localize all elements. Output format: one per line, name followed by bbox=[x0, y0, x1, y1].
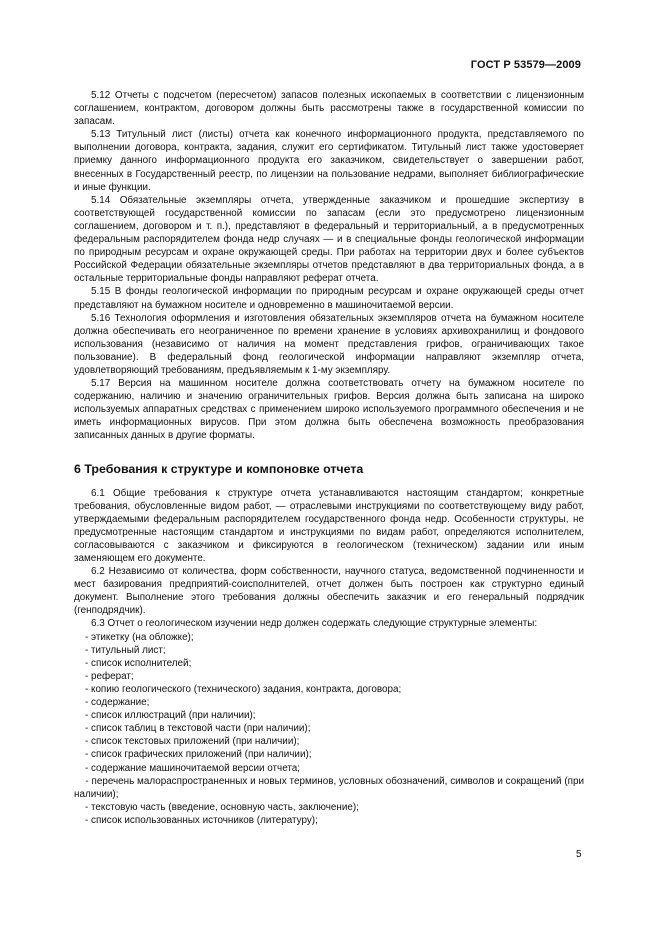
list-item-text: - список таблиц в текстовой части (при наличии); bbox=[74, 723, 311, 735]
list-item bbox=[74, 722, 584, 735]
section-heading: 6 Требования к структуре и компоновке отчета bbox=[74, 461, 364, 476]
list-item bbox=[74, 709, 584, 722]
paragraph-6-2: 6.2 Независимо от количества, форм собственности, научного статуса, ведомственной подчиненности и мест базирования предприятий-соисполнителей, отчет должен быть построен как структурно единый документ. Выполнение этого требования должны обеспечить заказчик и его генеральный подрядчик (генподрядчик). bbox=[74, 566, 584, 617]
list-item-text: - список иллюстраций (при наличии); bbox=[74, 710, 256, 722]
paragraph-5-16: 5.16 Технология оформления и изготовления обязательных экземпляров отчета на бумажном носителе должна обеспечивать его неограниченное по времени хранение в условиях архивохранилищ и фондового использования (независимо от наличия на момент представления грифов, ограничивающих такое пользование). В федеральный фонд геологической информации направляют экземпляр отчета, удовлетворяющий требованиям, предъявляемым к 1-му экземпляру. bbox=[74, 312, 584, 376]
list-item-text: - список использованных источников (литературу); bbox=[74, 814, 318, 826]
list-item-text: - содержание машиночитаемой версии отчета; bbox=[74, 762, 301, 774]
paragraph-5-14: 5.14 Обязательные экземпляры отчета, утвержденные заказчиком и прошедшие экспертизу в соответствующей государственной комиссии по запасам (если это предусмотрено лицензионным соглашением, договором и т. п.), представляют в федеральный и территориальный, а в предусмотренных федеральным распорядителем фонда недр случаях — и в специальные фонды геологической информации по природным ресурсам и охране окружающей среды. При работах на территории двух и более субъектов Российской Федерации обязательные экземпляры отчетов представляют в два территориальных фонда, а в остальные территориальные фонды направляют реферат отчета. bbox=[74, 194, 584, 285]
paragraph-6-3: 6.3 Отчет о геологическом изучении недр должен содержать следующие структурные элементы: bbox=[91, 618, 538, 630]
document-code: ГОСТ Р 53579—2009 bbox=[470, 59, 581, 71]
list-item-text: - перечень малораспространенных и новых терминов, условных обозначений, символов и сокращений (при наличии); bbox=[74, 775, 584, 800]
list-item bbox=[74, 657, 584, 670]
paragraph-5-12: 5.12 Отчеты с подсчетом (пересчетом) запасов полезных ископаемых в соответствии с лицензионным соглашением, контрактом, договором должны быть рассмотрены также в государственной комиссии по запасам. bbox=[74, 90, 584, 128]
list-item-text: - содержание; bbox=[74, 697, 150, 709]
list-item-text: - текстовую часть (введение, основную часть, заключение); bbox=[74, 801, 359, 813]
list-item-text: - список текстовых приложений (при наличии); bbox=[74, 736, 300, 748]
list-item-text: - реферат; bbox=[74, 670, 134, 682]
list-item bbox=[74, 644, 584, 657]
list-item-text: - копию геологического (технического) задания, контракта, договора; bbox=[74, 683, 402, 695]
list-item-text: - список графических приложений (при наличии); bbox=[74, 749, 312, 761]
paragraph-5-15: 5.15 В фонды геологической информации по природным ресурсам и охране окружающей среды отчет представляют на бумажном носителе и одновременно в машиночитаемой версии. bbox=[74, 286, 584, 311]
list-item bbox=[74, 748, 584, 761]
paragraph-6-1: 6.1 Общие требования к структуре отчета устанавливаются настоящим стандартом; конкретные требования, обусловленные видом работ, — отраслевыми инструкциями по соответствующему виду работ, утверждаемыми федеральным распорядителем государственного фонда недр. Особенности структуры, не предусмотренные настоящим стандартом и инструкциями по видам работ, определяются исполнителем, согласовываются с заказчиком и фиксируются в геологическом (техническом) задании или иным заменяющем его документе. bbox=[74, 487, 584, 564]
list-item bbox=[74, 801, 584, 814]
document-body bbox=[74, 89, 584, 827]
page-number: 5 bbox=[576, 849, 582, 860]
list-item bbox=[74, 670, 584, 683]
structure-elements-list bbox=[74, 631, 584, 827]
list-item-text: - титульный лист; bbox=[74, 644, 166, 656]
list-item bbox=[74, 696, 584, 709]
list-item bbox=[74, 683, 584, 696]
list-item bbox=[74, 814, 584, 827]
list-item bbox=[74, 762, 584, 775]
list-item bbox=[74, 735, 584, 748]
list-item-text: - список исполнителей; bbox=[74, 657, 192, 669]
paragraph-5-17: 5.17 Версия на машинном носителе должна соответствовать отчету на бумажном носителе по содержанию, наличию и значению ограничительных грифов. Версия должна быть записана на широко используемых аппаратных средствах с применением широко используемого программного обеспечения и не иметь информационных вирусов. При этом должна быть обеспечена возможность преобразования записанных данных в другие форматы. bbox=[74, 378, 584, 442]
list-item bbox=[74, 631, 584, 644]
list-item bbox=[74, 775, 584, 801]
paragraph-5-13: 5.13 Титульный лист (листы) отчета как конечного информационного продукта, представляемого по выполнении договора, контракта, задания, служит его сертификатом. Титульный лист также удостоверяет приемку данного информационного продукта его заказчиком, свидетельствует о завершении работ, внесенных в Государственный реестр, по лицензии на пользование недрами, выполняет библиографические и иные функции. bbox=[74, 129, 584, 193]
list-item-text: - этикетку (на обложке); bbox=[74, 631, 194, 643]
